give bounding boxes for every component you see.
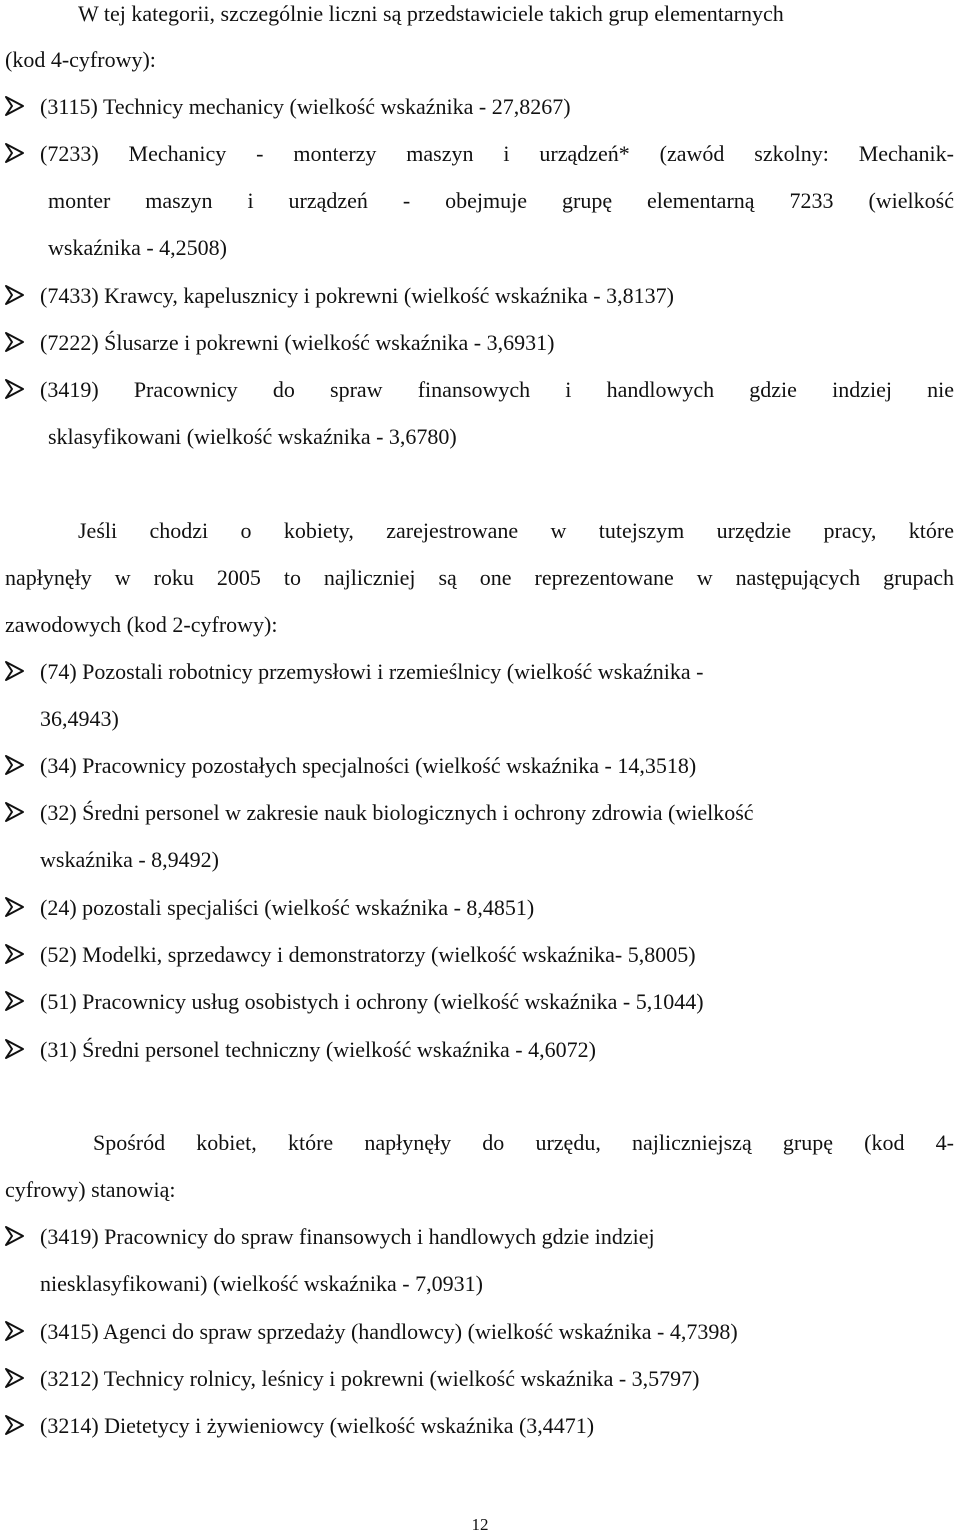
list-item-text: (7233) Mechanicy - monterzy maszyn i urządzeń* (zawód szkolny: Mechanik-	[40, 141, 954, 166]
arrowhead-bullet-icon	[3, 789, 25, 836]
arrowhead-bullet-icon	[3, 83, 25, 130]
list-item-text: (3419) Pracownicy do spraw finansowych i handlowych gdzie indziej	[40, 1224, 655, 1249]
list-item-text: (24) pozostali specjaliści (wielkość wskaźnika - 8,4851)	[40, 895, 535, 920]
arrowhead-bullet-icon	[3, 742, 25, 789]
page-number: 12	[471, 1515, 489, 1534]
list-item-text: (3115) Technicy mechanicy (wielkość wskaźnika - 27,8267)	[40, 94, 571, 119]
paragraph-line: napłynęły w roku 2005 to najliczniej są one reprezentowane w następujących grupach	[5, 565, 954, 590]
list-item-text: (3214) Dietetycy i żywieniowcy (wielkość wskaźnika (3,4471)	[40, 1413, 595, 1438]
list-item-text: (51) Pracownicy usług osobistych i ochrony (wielkość wskaźnika - 5,1044)	[40, 989, 704, 1014]
arrowhead-bullet-icon	[3, 1355, 25, 1402]
list-item-text: (3415) Agenci do spraw sprzedaży (handlowcy) (wielkość wskaźnika - 4,7398)	[40, 1319, 738, 1344]
list-item-text: (31) Średni personel techniczny (wielkość wskaźnika - 4,6072)	[40, 1037, 596, 1062]
list-item-text: (7222) Ślusarze i pokrewni (wielkość wskaźnika - 3,6931)	[40, 330, 555, 355]
arrowhead-bullet-icon	[3, 1213, 25, 1260]
list-item-text: 36,4943)	[40, 706, 119, 731]
paragraph-line: (kod 4-cyfrowy):	[5, 47, 156, 72]
list-item-text: (52) Modelki, sprzedawcy i demonstratorzy (wielkość wskaźnika- 5,8005)	[40, 942, 696, 967]
list-item-text: niesklasyfikowani) (wielkość wskaźnika - 7,0931)	[40, 1271, 483, 1296]
paragraph-line: cyfrowy) stanowią:	[5, 1177, 176, 1202]
list-item-text: (74) Pozostali robotnicy przemysłowi i rzemieślnicy (wielkość wskaźnika -	[40, 659, 704, 684]
paragraph-line: W tej kategorii, szczególnie liczni są przedstawiciele takich grup elementarnych	[78, 1, 784, 26]
arrowhead-bullet-icon	[3, 130, 25, 177]
list-item-text: (3212) Technicy rolnicy, leśnicy i pokrewni (wielkość wskaźnika - 3,5797)	[40, 1366, 700, 1391]
arrowhead-bullet-icon	[3, 1308, 25, 1355]
arrowhead-bullet-icon	[3, 884, 25, 931]
paragraph-line: zawodowych (kod 2-cyfrowy):	[5, 612, 278, 637]
arrowhead-bullet-icon	[3, 1026, 25, 1073]
arrowhead-bullet-icon	[3, 978, 25, 1025]
list-item-text: (7433) Krawcy, kapelusznicy i pokrewni (wielkość wskaźnika - 3,8137)	[40, 283, 674, 308]
arrowhead-bullet-icon	[3, 931, 25, 978]
list-item-text: (34) Pracownicy pozostałych specjalności (wielkość wskaźnika - 14,3518)	[40, 753, 697, 778]
arrowhead-bullet-icon	[3, 366, 25, 413]
arrowhead-bullet-icon	[3, 272, 25, 319]
paragraph-line: Jeśli chodzi o kobiety, zarejestrowane w tutejszym urzędzie pracy, które	[78, 518, 954, 543]
list-item-text: wskaźnika - 8,9492)	[40, 847, 220, 872]
arrowhead-bullet-icon	[3, 648, 25, 695]
list-item-text: (3419) Pracownicy do spraw finansowych i handlowych gdzie indziej nie	[40, 377, 954, 402]
list-item-text: wskaźnika - 4,2508)	[48, 235, 228, 260]
arrowhead-bullet-icon	[3, 1402, 25, 1449]
list-item-text: sklasyfikowani (wielkość wskaźnika - 3,6780)	[48, 424, 457, 449]
list-item-text: (32) Średni personel w zakresie nauk biologicznych i ochrony zdrowia (wielkość	[40, 800, 754, 825]
arrowhead-bullet-icon	[3, 319, 25, 366]
paragraph-line: Spośród kobiet, które napłynęły do urzędu, najliczniejszą grupę (kod 4-	[93, 1130, 954, 1155]
list-item-text: monter maszyn i urządzeń - obejmuje grupę elementarną 7233 (wielkość	[48, 188, 954, 213]
